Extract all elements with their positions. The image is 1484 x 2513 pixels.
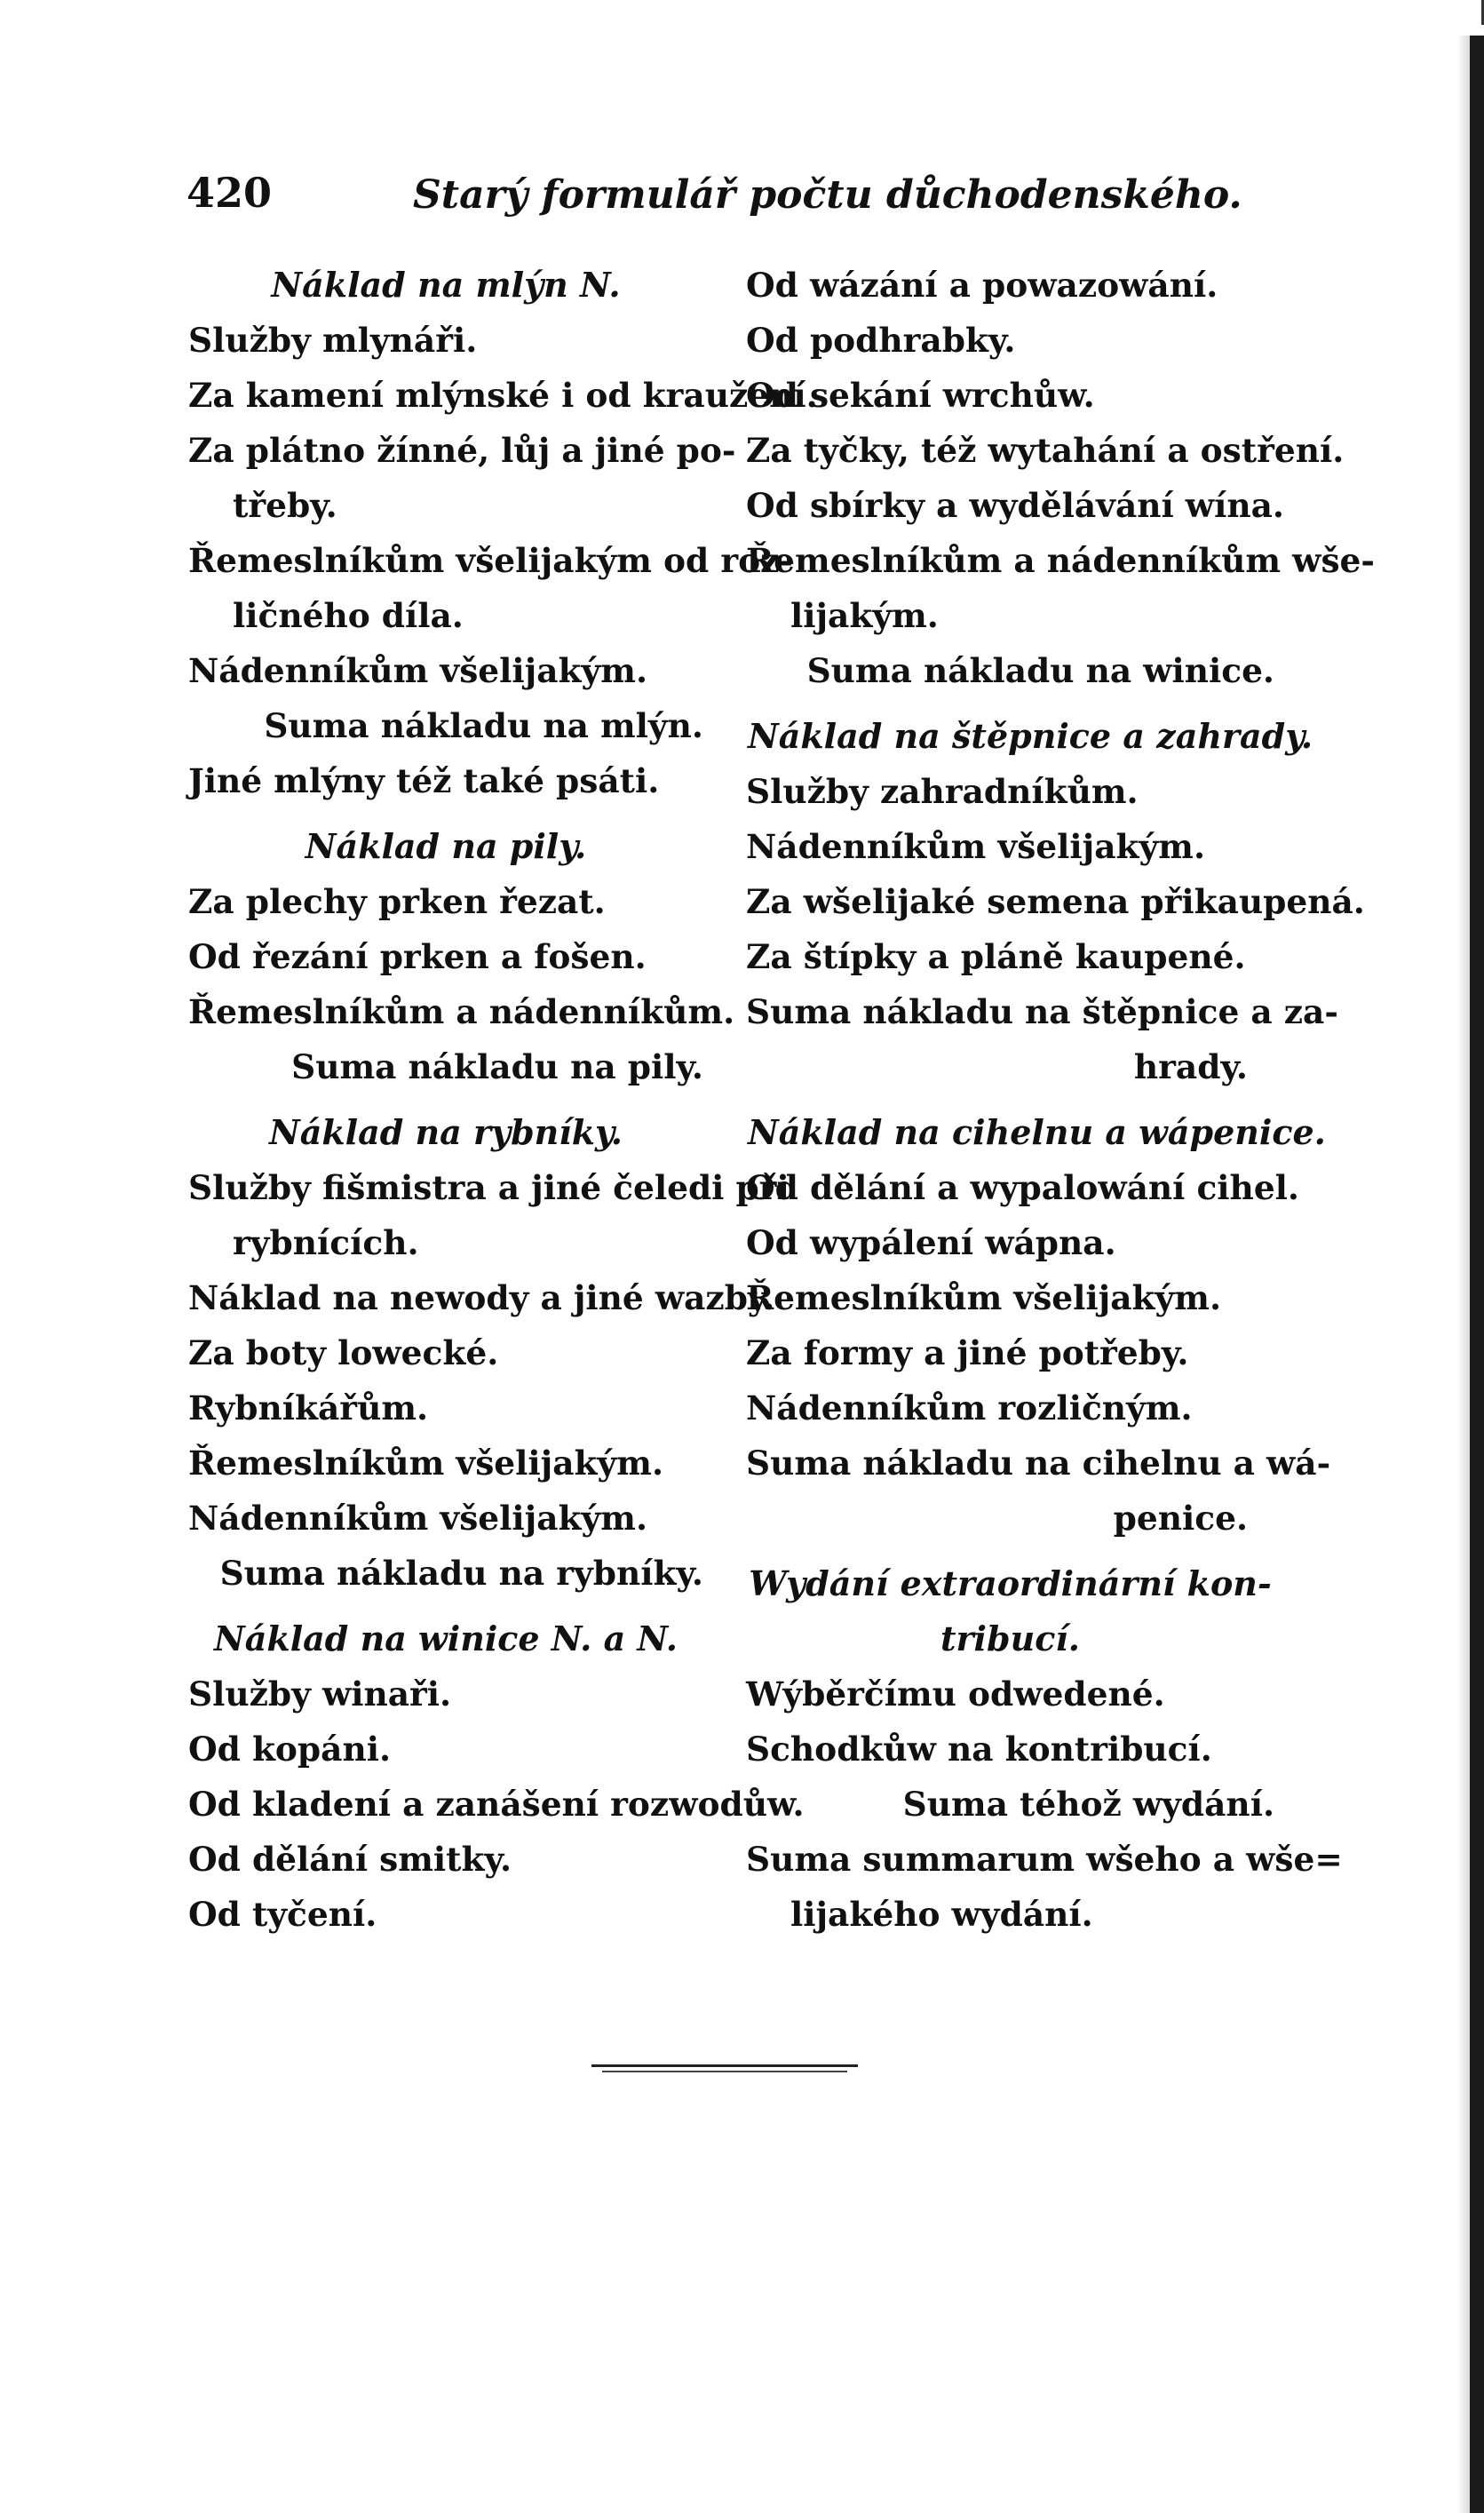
list-item: Za plátno žínné, lůj a jiné po- [188,431,736,470]
scan-corner-mark [1419,0,1484,25]
page-header [186,169,1242,222]
list-item: Řemeslníkům všelijakým. [746,1278,1222,1317]
list-item: Náklad na newody a jiné wazby. [188,1278,775,1317]
right-column [746,258,1375,1942]
section-sum-rybniky: Suma nákladu na rybníky. [219,1554,703,1593]
grand-total-continuation: lijakého wydání. [790,1895,1093,1934]
list-item: Služby mlynáři. [188,321,478,360]
list-item: Řemeslníkům a nádenníkům wše- [746,541,1375,580]
grand-total: Suma summarum wšeho a wše= [746,1840,1343,1879]
page-edge [1470,36,1484,2513]
list-item: Od kopáni. [188,1730,392,1769]
list-item: Nádenníkům všelijakým. [746,827,1206,866]
end-rule-line [591,2064,858,2067]
running-title: Starý formulář počtu důchodenského. [413,172,1242,218]
list-item-continuation: lijakým. [790,596,939,635]
section-heading-kontribuce: Wydání extraordinární kon- [749,1563,1272,1603]
list-item: Za plechy prken řezat. [188,882,606,921]
list-item: Za boty lowecké. [188,1333,499,1372]
section-heading-cihelna: Náklad na cihelnu a wápenice. [748,1112,1326,1152]
list-item: Od wypálení wápna. [746,1223,1116,1262]
list-item: Služby zahradníkům. [746,772,1139,811]
left-column [188,258,818,1942]
list-item: Za formy a jiné potřeby. [746,1333,1189,1372]
section-sum-stepnice: Suma nákladu na štěpnice a za- [746,992,1338,1031]
list-item: Od wázání a powazowání. [746,266,1218,305]
list-item: Rybníkářům. [188,1388,429,1427]
section-heading-stepnice: Náklad na štěpnice a zahrady. [748,716,1313,756]
section-sum-kontribuce: Suma téhož wydání. [902,1785,1274,1824]
section-sum-pily: Suma nákladu na pily. [291,1047,703,1086]
list-item: Od kladení a zanášení rozwodůw. [188,1785,805,1824]
list-item: Nádenníkům rozličným. [746,1388,1193,1427]
list-item: Za kamení mlýnské i od kraužení. [188,376,818,415]
list-item: Za tyčky, též wytahání a ostření. [746,431,1345,470]
section-sum-winice: Suma nákladu na winice. [806,651,1274,690]
list-item: Nádenníkům všelijakým. [188,651,648,690]
section-heading-winice: Náklad na winice N. a N. [214,1618,678,1658]
list-item: Řemeslníkům všelijakým od roz- [188,541,793,580]
list-item: Od sbírky a wydělávání wína. [746,486,1284,525]
section-sum-continuation: penice. [1113,1499,1248,1538]
end-ornament-rule [591,2064,858,2075]
list-item: Za štípky a pláně kaupené. [746,937,1246,976]
page-number: 420 [186,169,273,217]
list-item: Od řezání prken a fošen. [188,937,647,976]
list-item-continuation: třeby. [233,486,337,525]
section-heading-continuation: tribucí. [940,1618,1080,1658]
list-item: Služby fišmistra a jiné čeledi při [188,1168,790,1207]
page-edge-shadow [1457,36,1470,2513]
list-item: Od tyčení. [188,1895,377,1934]
section-note: Jiné mlýny též také psáti. [188,761,660,800]
section-sum-continuation: hrady. [1133,1047,1248,1086]
list-item: Od podhrabky. [746,321,1016,360]
list-item: Od dělání a wypalowání cihel. [746,1168,1299,1207]
list-item-continuation: rybnících. [233,1223,419,1262]
list-item: Od sekání wrchůw. [746,376,1095,415]
list-item: Řemeslníkům všelijakým. [188,1443,664,1483]
section-heading-pily: Náklad na pily. [305,826,587,866]
list-item: Řemeslníkům a nádenníkům. [188,992,735,1031]
section-sum-cihelna: Suma nákladu na cihelnu a wá- [746,1443,1331,1483]
list-item: Služby winaři. [188,1674,452,1714]
end-rule-line [602,2071,847,2072]
list-item-continuation: ličného díla. [233,596,464,635]
list-item: Wýběrčímu odwedené. [746,1674,1165,1714]
list-item: Od dělání smitky. [188,1840,512,1879]
section-sum-mlyn: Suma nákladu na mlýn. [264,706,703,745]
list-item: Za wšelijaké semena přikaupená. [746,882,1365,921]
section-heading-mlyn: Náklad na mlýn N. [271,265,621,305]
section-heading-rybniky: Náklad na rybníky. [268,1112,623,1152]
list-item: Nádenníkům všelijakým. [188,1499,648,1538]
list-item: Schodkůw na kontribucí. [746,1730,1212,1769]
